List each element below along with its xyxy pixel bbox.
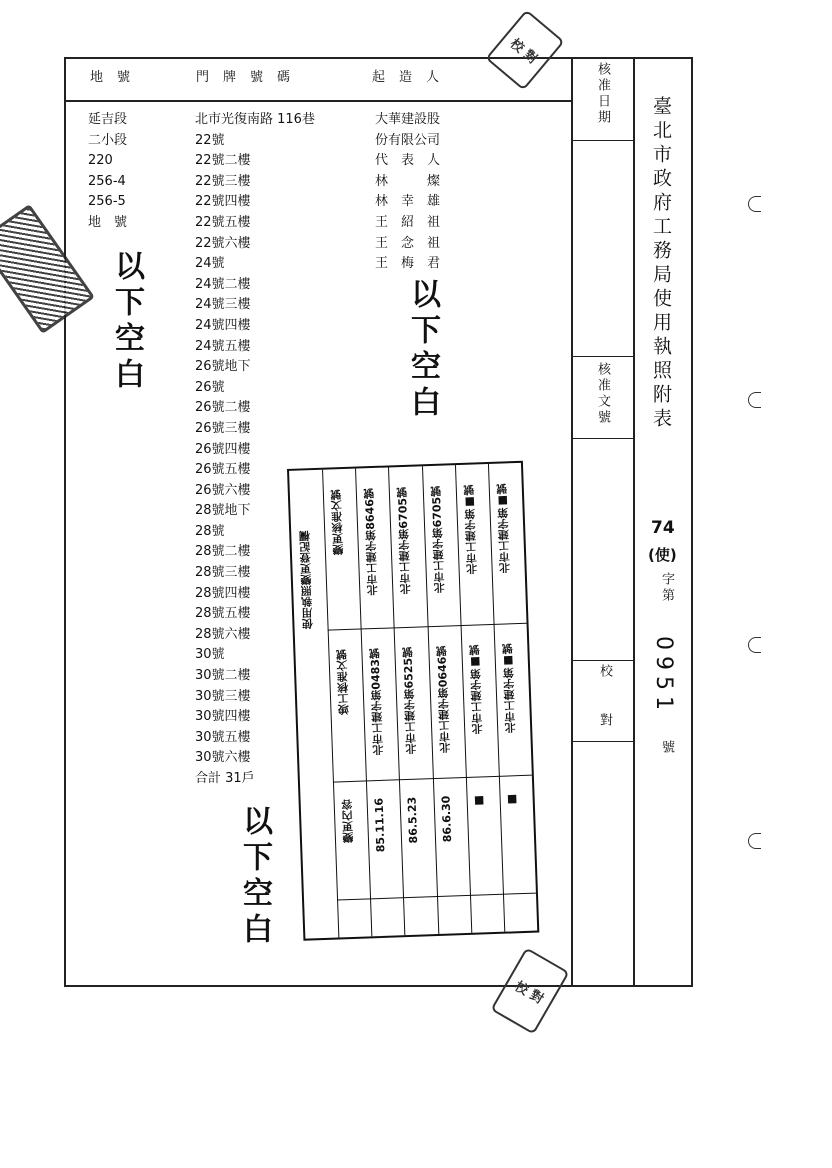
table-cell: 北市工建字第■號 xyxy=(495,483,512,574)
builder-line: 代 表 人 xyxy=(375,153,441,169)
panel-h3 xyxy=(572,438,634,439)
door-line: 北市光復南路 116巷 xyxy=(195,112,315,127)
main-right-divider xyxy=(571,57,573,987)
builder-line: 林 燦 xyxy=(375,173,441,189)
table-cell: 85.11.16 xyxy=(372,797,388,853)
door-line: 30號四樓 xyxy=(195,709,251,725)
number-suffix: 號 xyxy=(659,740,674,756)
door-line: 30號二樓 xyxy=(195,668,251,684)
door-line: 24號 xyxy=(195,256,225,272)
door-line: 26號二樓 xyxy=(195,400,251,416)
lot-line: 延吉段 xyxy=(88,112,128,127)
door-line: 22號 xyxy=(195,132,225,148)
door-line: 22號四樓 xyxy=(195,194,251,210)
builder-line: 王 梅 君 xyxy=(375,256,441,272)
header-door: 門牌號碼 xyxy=(196,70,305,85)
door-line: 26號五樓 xyxy=(195,462,251,478)
panel-h2 xyxy=(572,356,634,357)
approval-date-label: 核准日期 xyxy=(595,62,610,126)
door-line: 28號五樓 xyxy=(195,606,251,622)
header-divider xyxy=(64,100,572,102)
table-cell: 北市工建字第■號 xyxy=(501,643,518,734)
door-line: 26號三樓 xyxy=(195,420,251,436)
document-title: 臺北市政府工務局使用執照附表 xyxy=(650,96,672,432)
seal-stamp xyxy=(0,204,95,334)
check-stamp-bottom: 校 對 xyxy=(490,947,569,1034)
door-line: 24號二樓 xyxy=(195,276,251,292)
builder-column xyxy=(375,110,440,275)
door-line: 22號五樓 xyxy=(195,214,251,230)
door-line: 24號三樓 xyxy=(195,297,251,313)
door-line: 28號六樓 xyxy=(195,626,251,642)
check-label: 校對 xyxy=(597,664,612,762)
handwriting-blank-3: 以下空白 xyxy=(237,805,272,949)
door-line: 30號五樓 xyxy=(195,729,251,745)
table-cell: 北市工建字第■號 xyxy=(467,644,485,735)
frame-right xyxy=(691,57,693,987)
lot-line: 256-4 xyxy=(88,173,126,189)
table-cell: 北市工建字第■號 xyxy=(462,484,479,575)
number-prefix: 74 xyxy=(651,518,675,538)
frame-top xyxy=(64,57,693,59)
builder-line: 份有限公司 xyxy=(375,132,441,148)
door-line: 30號 xyxy=(195,647,225,663)
builder-line: 王 紹 祖 xyxy=(375,214,441,230)
table-cell: 北市工建字第6705號 xyxy=(429,485,446,594)
table-cell: 北市工建字第8646號 xyxy=(363,487,380,596)
table-cell: 北市工建字第0483號 xyxy=(368,647,386,756)
builder-line: 林 幸 雄 xyxy=(375,194,441,210)
door-line: 30號六樓 xyxy=(195,750,251,766)
punch-mark xyxy=(748,392,761,408)
panel-h4 xyxy=(572,660,634,661)
lot-column xyxy=(88,110,127,234)
punch-mark xyxy=(748,637,761,653)
door-line: 24號五樓 xyxy=(195,338,251,354)
builder-line: 王 念 祖 xyxy=(375,235,441,251)
number-char: 字第 xyxy=(659,572,674,604)
door-line: 26號地下 xyxy=(195,359,251,375)
table-header: 竣工核准文號 xyxy=(335,648,351,716)
lot-line: 地 號 xyxy=(88,214,128,230)
door-line: 22號三樓 xyxy=(195,173,251,189)
table-header: 變更內容 xyxy=(340,798,356,844)
frame-left xyxy=(64,57,66,987)
table-cell: 北市工建字第6705號 xyxy=(396,486,413,595)
table-cell: 86.5.23 xyxy=(405,796,421,844)
door-line: 26號六樓 xyxy=(195,482,251,498)
door-line: 28號地下 xyxy=(195,503,251,519)
table-cell: 北市工建字第6525號 xyxy=(401,646,419,755)
handwriting-blank-2: 以下空白 xyxy=(405,278,440,422)
approval-doc-label: 核准文號 xyxy=(595,362,610,426)
door-line: 22號六樓 xyxy=(195,235,251,251)
lot-line: 二小段 xyxy=(88,132,128,148)
punch-mark xyxy=(748,833,761,849)
header-builder: 起造人 xyxy=(372,70,454,85)
door-line: 28號 xyxy=(195,523,225,539)
door-line: 22號二樓 xyxy=(195,153,251,169)
document-number: 0951 xyxy=(651,636,676,716)
door-line: 26號四樓 xyxy=(195,441,251,457)
table-cell: 北市工建字第0646號 xyxy=(434,645,452,754)
check-stamp-top: 校 對 xyxy=(485,9,564,90)
table-header: 變更核准文號 xyxy=(329,489,346,556)
door-line: 24號四樓 xyxy=(195,317,251,333)
door-line: 合計 31戶 xyxy=(195,771,255,786)
door-line: 28號三樓 xyxy=(195,565,251,581)
table-cell: ■ xyxy=(505,793,519,807)
door-line: 30號三樓 xyxy=(195,688,251,704)
header-lot: 地號 xyxy=(90,70,145,85)
table-cell: 86.6.30 xyxy=(439,795,454,843)
table-cell: ■ xyxy=(472,794,486,808)
lot-line: 220 xyxy=(88,153,113,169)
number-mid: (使) xyxy=(648,546,677,564)
door-line: 28號四樓 xyxy=(195,585,251,601)
panel-divider xyxy=(633,57,635,987)
table-title: 使用執照變更登記欄 xyxy=(298,530,315,630)
door-line: 26號 xyxy=(195,379,225,395)
handwriting-blank-1: 以下空白 xyxy=(109,250,144,394)
lot-line: 256-5 xyxy=(88,194,126,210)
frame-bottom xyxy=(64,985,693,987)
door-line: 28號二樓 xyxy=(195,544,251,560)
change-record-table xyxy=(287,461,539,941)
panel-h1 xyxy=(572,140,634,141)
builder-line: 大華建設股 xyxy=(375,112,441,127)
punch-mark xyxy=(748,196,761,212)
